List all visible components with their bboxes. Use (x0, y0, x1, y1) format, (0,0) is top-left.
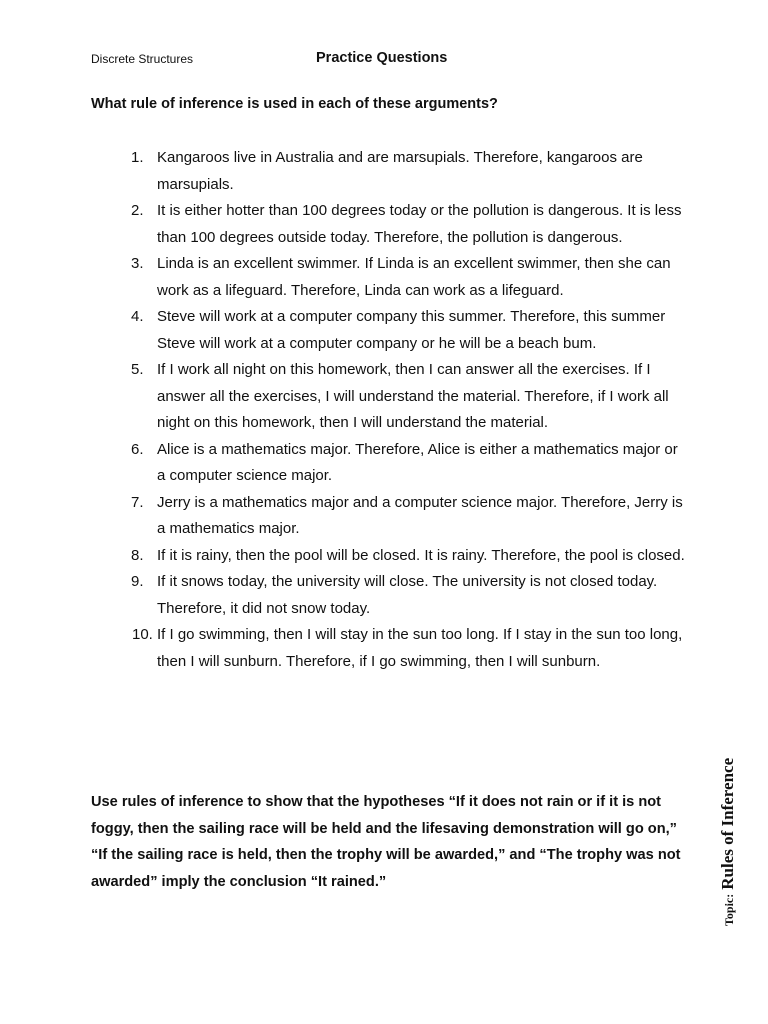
question-text: Steve will work at a computer company this summer. Therefore, this summer Steve will work at a computer company or he will be a beach bum. (157, 308, 666, 352)
question-list (0, 145, 700, 675)
question-text: If I work all night on this homework, then I can answer all the exercises. If I answer all the exercises, I will understand the material. Therefore, if I work all night on this homework, then I will understand the material. (157, 361, 669, 431)
question-text: Alice is a mathematics major. Therefore, Alice is either a mathematics major or a computer science major. (157, 440, 678, 484)
question-item-10 (0, 622, 687, 675)
proof-task: Use rules of inference to show that the hypotheses “If it does not rain or if it is not foggy, then the sailing race will be held and the lifesaving demonstration will go on,” “If the sailing race is held, then the trophy will be awarded,” and “The trophy was not awarded” imply the conclusion “It rained.” (91, 794, 681, 890)
question-number: 3. (131, 255, 144, 272)
question-number: 7. (131, 493, 144, 511)
topic-name: Rules of Inference (718, 757, 737, 890)
question-text: Linda is an excellent swimmer. If Linda is an excellent swimmer, then she can work as a lifeguard. Therefore, Linda can work as a lifeguard. (157, 255, 671, 299)
instruction-heading: What rule of inference is used in each of these arguments? (91, 96, 498, 112)
document-title: Practice Questions (316, 50, 448, 66)
question-text: It is either hotter than 100 degrees today or the pollution is dangerous. It is less than 100 degrees outside today. Therefore, the pollution is dangerous. (157, 202, 682, 246)
question-item-7 (0, 490, 687, 543)
question-number: 6. (131, 440, 144, 458)
topic-side-tab (716, 758, 741, 926)
question-text: Jerry is a mathematics major and a computer science major. Therefore, Jerry is a mathematics major. (157, 493, 683, 537)
question-number: 10. (132, 626, 153, 643)
question-item-3 (0, 251, 687, 304)
question-item-1 (0, 145, 687, 198)
question-item-6 (0, 437, 687, 490)
course-label: Discrete Structures (91, 52, 194, 66)
question-number: 8. (131, 546, 144, 564)
question-number: 4. (131, 308, 144, 325)
question-text: If it is rainy, then the pool will be closed. It is rainy. Therefore, the pool is closed. (157, 546, 685, 564)
question-item-8 (0, 543, 687, 570)
question-text: If it snows today, the university will close. The university is not closed today. Therefore, it did not snow today. (157, 573, 658, 617)
question-number: 2. (131, 202, 144, 219)
question-item-5 (0, 357, 687, 437)
question-item-4 (0, 304, 687, 357)
question-text: If I go swimming, then I will stay in the sun too long. If I stay in the sun too long, then I will sunburn. Therefore, if I go swimming, then I will sunburn. (157, 626, 683, 670)
topic-prefix: Topic: (722, 893, 736, 926)
question-item-9 (0, 569, 687, 622)
question-item-2 (0, 198, 687, 251)
question-number: 5. (131, 361, 144, 378)
question-number: 1. (131, 149, 144, 166)
question-text: Kangaroos live in Australia and are marsupials. Therefore, kangaroos are marsupials. (157, 149, 643, 193)
question-number: 9. (131, 573, 144, 590)
